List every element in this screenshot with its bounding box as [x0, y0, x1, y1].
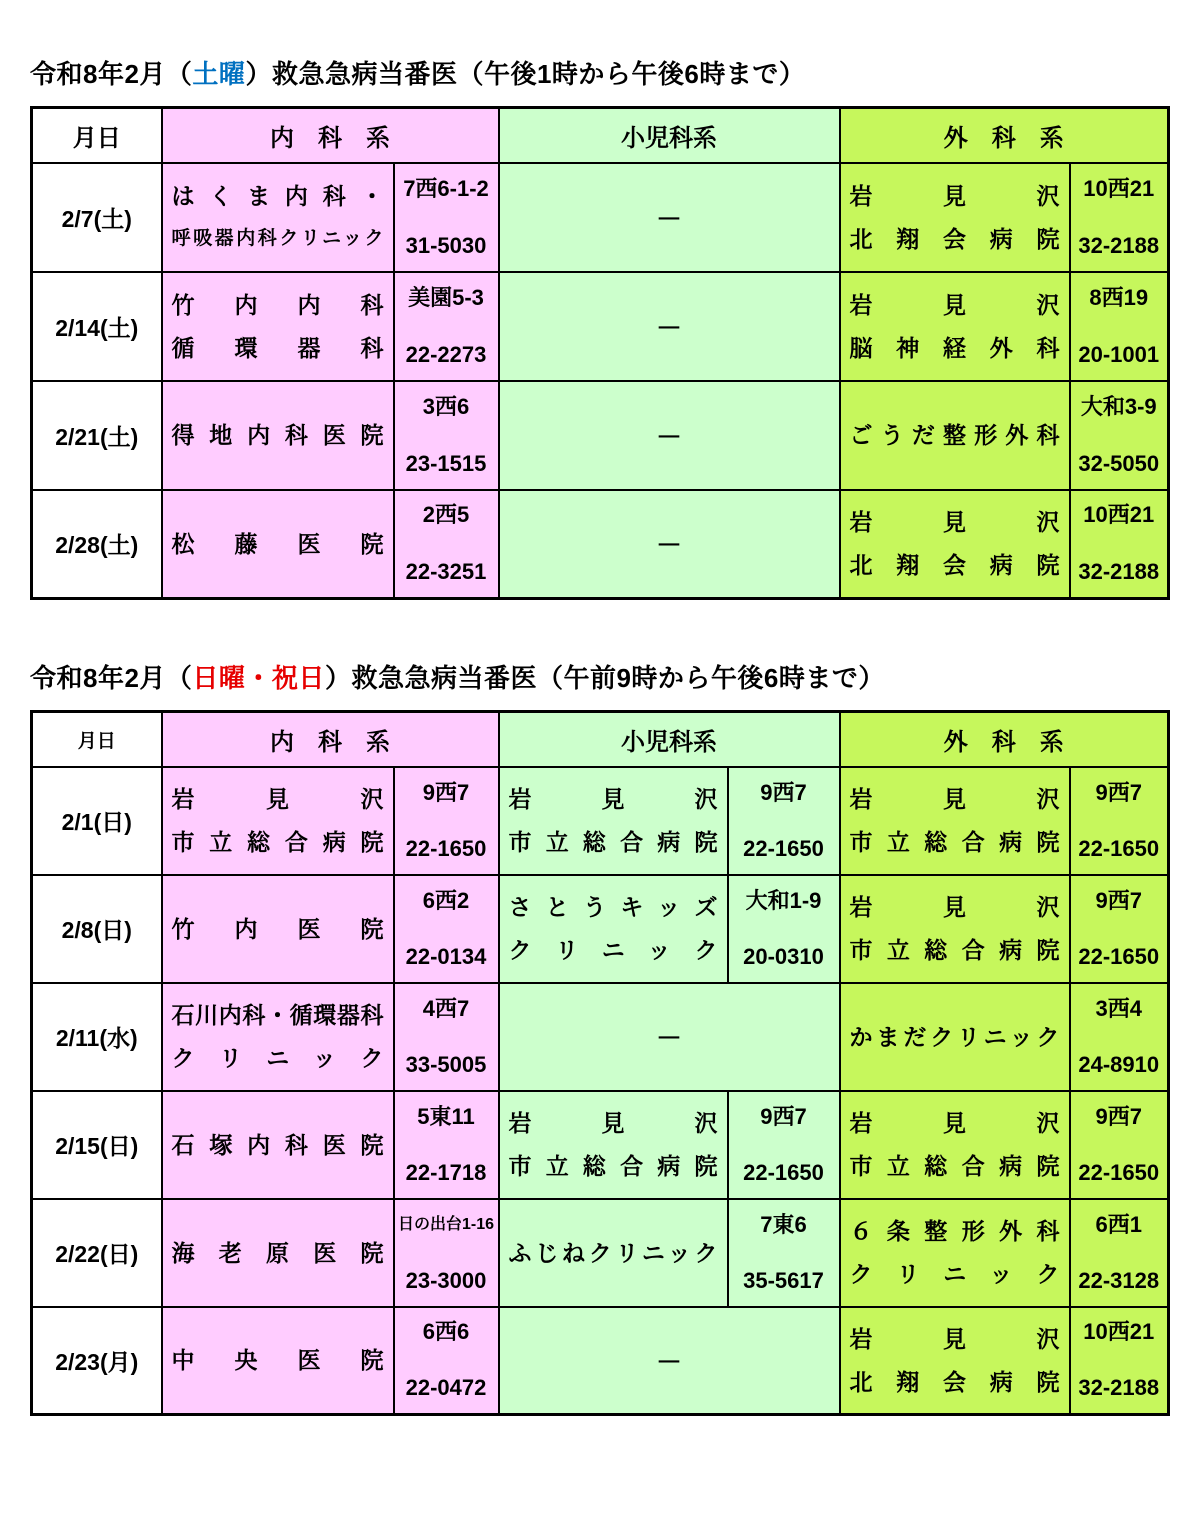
title-suffix: ）救急急病当番医（午前9時から午後6時まで） — [324, 663, 885, 693]
internal-name-cell — [162, 272, 394, 381]
clinic-name-line: 石塚内科医院 — [171, 1131, 384, 1158]
clinic-name-line: かまだクリニック — [849, 1023, 1060, 1050]
internal-name-cell — [162, 381, 394, 490]
clinic-address: 3西4 — [1095, 995, 1142, 1021]
internal-contact-cell — [394, 983, 499, 1091]
pediatric-name-cell — [499, 767, 728, 875]
clinic-name-line: ごうだ整形外科 — [849, 422, 1060, 448]
clinic-name-line: 市立総合病院 — [849, 829, 1060, 855]
pediatric-no-service-cell — [499, 1307, 840, 1415]
table-row — [32, 490, 1169, 599]
clinic-name-line: 岩見沢 — [849, 894, 1060, 920]
pediatric-contact-cell — [728, 875, 840, 983]
internal-contact-cell — [394, 381, 499, 490]
clinic-address: 美園5-3 — [408, 284, 484, 310]
internal-contact-cell — [394, 875, 499, 983]
clinic-phone: 32-2188 — [1078, 232, 1160, 258]
header-row — [32, 108, 1169, 163]
clinic-phone: 22-3251 — [405, 559, 487, 585]
page-title-saturday — [30, 58, 1197, 90]
clinic-address: 9西7 — [760, 779, 807, 805]
table-row — [32, 272, 1169, 381]
clinic-address: 8西19 — [1089, 284, 1149, 310]
clinic-phone: 22-1650 — [1078, 1159, 1160, 1185]
clinic-name-line: 呼吸器内科クリニック — [171, 227, 384, 249]
clinic-address: 3西6 — [422, 393, 470, 419]
column-header-pediatric: 小児科系 — [499, 108, 840, 163]
internal-contact-cell — [394, 1199, 499, 1307]
date-cell: 2/23(月) — [32, 1307, 162, 1415]
title-prefix: 令和8年2月（ — [30, 663, 193, 693]
surgical-contact-cell — [1070, 272, 1169, 381]
clinic-address: 9西7 — [1095, 887, 1142, 913]
table-row — [32, 1091, 1169, 1199]
clinic-name-line: 岩見沢 — [849, 182, 1060, 209]
no-service-dash: － — [655, 421, 682, 452]
internal-name-cell — [162, 163, 394, 272]
clinic-phone: 20-0310 — [743, 943, 824, 969]
internal-name-cell — [162, 767, 394, 875]
surgical-name-cell — [840, 490, 1070, 599]
clinic-name-line: 岩見沢 — [508, 1110, 718, 1136]
clinic-name-line: 北翔会病院 — [849, 225, 1060, 252]
clinic-address: 大和1-9 — [745, 887, 822, 913]
clinic-address: 10西21 — [1083, 175, 1155, 201]
internal-name-cell — [162, 490, 394, 599]
clinic-name-line: 岩見沢 — [849, 786, 1060, 812]
date-cell: 2/8(日) — [32, 875, 162, 983]
clinic-phone: 31-5030 — [405, 232, 487, 258]
date-cell: 2/28(土) — [32, 490, 162, 599]
clinic-phone: 22-2273 — [405, 341, 487, 367]
surgical-contact-cell — [1070, 163, 1169, 272]
surgical-name-cell — [840, 272, 1070, 381]
clinic-name-line: 岩見沢 — [171, 786, 384, 812]
surgical-contact-cell — [1070, 767, 1169, 875]
clinic-name-line: 市立総合病院 — [508, 1153, 718, 1179]
clinic-name-line: 循環器科 — [171, 334, 384, 361]
clinic-phone: 20-1001 — [1078, 341, 1160, 367]
table-row — [32, 381, 1169, 490]
clinic-name-line: 松藤医院 — [171, 530, 384, 557]
pediatric-name-cell — [499, 875, 728, 983]
clinic-phone: 22-0472 — [405, 1375, 487, 1401]
title-prefix: 令和8年2月（ — [30, 59, 193, 89]
pediatric-name-cell — [499, 1199, 728, 1307]
no-service-dash: － — [655, 1346, 682, 1377]
clinic-phone: 23-3000 — [405, 1267, 487, 1293]
pediatric-no-service-cell — [499, 163, 840, 272]
clinic-address: 9西7 — [1095, 779, 1142, 805]
clinic-phone: 33-5005 — [405, 1051, 487, 1077]
clinic-name-line: 石川内科・循環器科 — [171, 1002, 384, 1028]
clinic-name-line: 市立総合病院 — [508, 829, 718, 855]
pediatric-no-service-cell — [499, 490, 840, 599]
surgical-contact-cell — [1070, 983, 1169, 1091]
clinic-name-line: 市立総合病院 — [849, 937, 1060, 963]
table-row — [32, 983, 1169, 1091]
title-day-highlight: 日曜・祝日 — [192, 663, 325, 693]
clinic-address: 5東11 — [417, 1103, 475, 1129]
surgical-name-cell — [840, 163, 1070, 272]
clinic-phone: 22-1650 — [405, 835, 487, 861]
column-header-surgical: 外 科 系 — [840, 108, 1169, 163]
schedule-table-saturday — [30, 106, 1170, 600]
title-day-highlight: 土曜 — [192, 59, 246, 89]
pediatric-name-cell — [499, 1091, 728, 1199]
clinic-name-line: 海老原医院 — [171, 1239, 384, 1266]
clinic-name-line: 岩見沢 — [849, 509, 1060, 536]
clinic-name-line: ６条整形外科 — [849, 1218, 1060, 1244]
date-cell: 2/14(土) — [32, 272, 162, 381]
column-header-date: 月日 — [32, 108, 162, 163]
pediatric-no-service-cell — [499, 381, 840, 490]
internal-name-cell — [162, 1199, 394, 1307]
clinic-address: 大和3-9 — [1080, 393, 1157, 419]
internal-name-cell — [162, 1091, 394, 1199]
clinic-phone: 22-1650 — [1078, 835, 1160, 861]
column-header-date: 月日 — [32, 712, 162, 767]
date-cell: 2/15(日) — [32, 1091, 162, 1199]
clinic-address: 9西7 — [760, 1103, 807, 1129]
surgical-contact-cell — [1070, 1199, 1169, 1307]
no-service-dash: － — [655, 1023, 682, 1053]
clinic-name-line: さとうキッズ — [508, 894, 718, 920]
table-row — [32, 163, 1169, 272]
surgical-name-cell — [840, 381, 1070, 490]
clinic-name-line: 市立総合病院 — [171, 829, 384, 855]
clinic-phone: 22-1650 — [1078, 943, 1160, 969]
pediatric-contact-cell — [728, 1199, 840, 1307]
clinic-name-line: 竹内医院 — [171, 915, 384, 942]
table-row — [32, 1307, 1169, 1415]
clinic-phone: 22-3128 — [1078, 1267, 1160, 1293]
table-row — [32, 875, 1169, 983]
no-service-dash: － — [655, 530, 682, 561]
internal-name-cell — [162, 875, 394, 983]
clinic-name-line: 中央医院 — [171, 1347, 384, 1374]
surgical-name-cell — [840, 1307, 1070, 1415]
pediatric-no-service-cell — [499, 272, 840, 381]
clinic-name-line: クリニック — [849, 1261, 1060, 1287]
clinic-phone: 35-5617 — [743, 1267, 824, 1293]
clinic-name-line: 得地内科医院 — [171, 422, 384, 448]
internal-contact-cell — [394, 272, 499, 381]
clinic-address: 6西1 — [1095, 1211, 1142, 1237]
date-cell: 2/1(日) — [32, 767, 162, 875]
internal-contact-cell — [394, 163, 499, 272]
clinic-address: 7西6-1-2 — [403, 175, 489, 201]
clinic-phone: 32-2188 — [1078, 1375, 1160, 1401]
clinic-name-line: 北翔会病院 — [849, 1368, 1060, 1395]
clinic-phone: 22-1650 — [743, 1159, 824, 1185]
clinic-name-line: はくま内科・ — [171, 182, 384, 209]
clinic-name-line: 北翔会病院 — [849, 552, 1060, 579]
clinic-address: 4西7 — [422, 995, 470, 1021]
pediatric-contact-cell — [728, 1091, 840, 1199]
clinic-address: 6西2 — [422, 887, 470, 913]
clinic-address: 7東6 — [760, 1211, 807, 1237]
clinic-phone: 22-1718 — [405, 1159, 487, 1185]
date-cell: 2/22(日) — [32, 1199, 162, 1307]
date-cell: 2/11(水) — [32, 983, 162, 1091]
page-title-sunday-holiday — [30, 662, 1197, 694]
no-service-dash: － — [655, 312, 682, 343]
column-header-surgical: 外 科 系 — [840, 712, 1169, 767]
surgical-contact-cell — [1070, 875, 1169, 983]
header-row — [32, 712, 1169, 767]
table-row — [32, 767, 1169, 875]
clinic-name-line: 市立総合病院 — [849, 1153, 1060, 1179]
surgical-name-cell — [840, 767, 1070, 875]
pediatric-no-service-cell — [499, 983, 840, 1091]
clinic-name-line: 岩見沢 — [849, 1325, 1060, 1352]
clinic-address: 6西6 — [422, 1319, 470, 1345]
clinic-name-line: クリニック — [508, 937, 718, 963]
internal-name-cell — [162, 1307, 394, 1415]
column-header-pediatric: 小児科系 — [499, 712, 840, 767]
clinic-name-line: 岩見沢 — [849, 291, 1060, 318]
no-service-dash: － — [655, 203, 682, 234]
surgical-name-cell — [840, 875, 1070, 983]
clinic-phone: 32-2188 — [1078, 559, 1160, 585]
clinic-address: 日の出台1-16 — [397, 1215, 495, 1233]
schedule-table-sunday-holiday — [30, 710, 1170, 1416]
surgical-name-cell — [840, 1199, 1070, 1307]
table-row — [32, 1199, 1169, 1307]
clinic-name-line: 岩見沢 — [849, 1110, 1060, 1136]
column-header-internal: 内 科 系 — [162, 108, 499, 163]
clinic-phone: 23-1515 — [405, 450, 487, 476]
clinic-name-line: ふじねクリニック — [508, 1239, 718, 1266]
surgical-contact-cell — [1070, 381, 1169, 490]
internal-name-cell — [162, 983, 394, 1091]
clinic-name-line: クリニック — [171, 1045, 384, 1071]
surgical-name-cell — [840, 983, 1070, 1091]
title-suffix: ）救急急病当番医（午後1時から午後6時まで） — [245, 59, 806, 89]
clinic-name-line: 竹内内科 — [171, 291, 384, 318]
clinic-address: 10西21 — [1083, 502, 1155, 528]
internal-contact-cell — [394, 767, 499, 875]
clinic-address: 10西21 — [1083, 1319, 1155, 1345]
clinic-address: 2西5 — [422, 502, 470, 528]
clinic-name-line: 岩見沢 — [508, 786, 718, 812]
column-header-internal: 内 科 系 — [162, 712, 499, 767]
clinic-phone: 24-8910 — [1078, 1051, 1160, 1077]
surgical-contact-cell — [1070, 1307, 1169, 1415]
clinic-name-line: 脳神経外科 — [849, 334, 1060, 361]
internal-contact-cell — [394, 490, 499, 599]
internal-contact-cell — [394, 1307, 499, 1415]
clinic-phone: 22-1650 — [743, 835, 824, 861]
date-cell: 2/7(土) — [32, 163, 162, 272]
date-cell: 2/21(土) — [32, 381, 162, 490]
clinic-address: 9西7 — [1095, 1103, 1142, 1129]
surgical-contact-cell — [1070, 490, 1169, 599]
clinic-phone: 22-0134 — [405, 943, 487, 969]
surgical-name-cell — [840, 1091, 1070, 1199]
pediatric-contact-cell — [728, 767, 840, 875]
clinic-address: 9西7 — [422, 779, 470, 805]
surgical-contact-cell — [1070, 1091, 1169, 1199]
internal-contact-cell — [394, 1091, 499, 1199]
clinic-phone: 32-5050 — [1078, 450, 1160, 476]
